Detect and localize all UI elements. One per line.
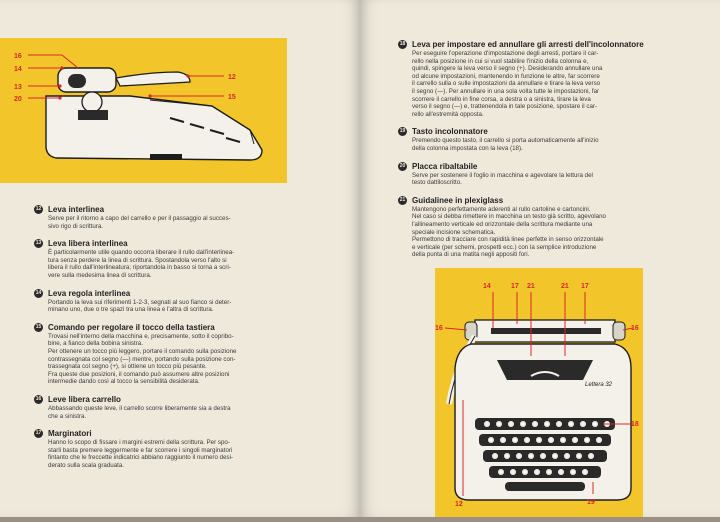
entry-15 bbox=[34, 323, 296, 386]
callout-14: 14 bbox=[483, 283, 491, 290]
entry-number: 20 bbox=[399, 162, 406, 169]
callout-18: 18 bbox=[631, 421, 639, 428]
side-view-panel bbox=[0, 38, 287, 183]
entry-body: Portando la leva sui riferimenti 1-2-3, segnati al suo fianco si deter- minano uno, due o tre spazi tra una linea e l'altra di scrittura. bbox=[48, 298, 232, 314]
callout-16-right: 16 bbox=[631, 325, 639, 332]
entry-number: 19 bbox=[399, 128, 406, 135]
right-entries bbox=[398, 40, 688, 268]
typewriter-front-view-diagram bbox=[435, 268, 643, 517]
entry-14 bbox=[34, 289, 296, 314]
right-page bbox=[360, 0, 720, 517]
entry-title: Leva regola interlinea bbox=[48, 288, 131, 298]
entry-number: 18 bbox=[399, 41, 406, 47]
callout-16: 16 bbox=[14, 53, 22, 60]
callout-12: 12 bbox=[228, 74, 236, 81]
entry-body: Mantengono perfettamente aderenti al rullo cartoline e cartoncini. Nel caso si debba rimettere in macchina un testo già scritto, agevolano l'allineamento verticale ed orizzontale della scrittura mediante una speciale incisione schematica. Permettono di tracciare con rapidità linee perfette in senso orizzontale e verticale (per schemi, prospetti ecc.) con la semplice introduzione della punta di una matita negli appositi fori. bbox=[412, 205, 606, 259]
left-entries bbox=[34, 205, 296, 478]
entry-number: 16 bbox=[35, 395, 42, 402]
entry-20 bbox=[398, 162, 688, 187]
front-view-panel bbox=[435, 268, 643, 517]
callout-13: 13 bbox=[14, 84, 22, 91]
entry-number: 13 bbox=[35, 240, 42, 247]
callout-21-left: 21 bbox=[527, 283, 535, 290]
entry-18 bbox=[398, 40, 688, 118]
entry-title: Leva libera interlinea bbox=[48, 239, 128, 249]
entry-19 bbox=[398, 127, 688, 152]
entry-21 bbox=[398, 196, 688, 259]
entry-title: Guidalinee in plexiglass bbox=[412, 195, 504, 205]
entry-title: Leve libera carrello bbox=[48, 394, 121, 404]
entry-body: Abbassando queste leve, il carrello scorre liberamente sia a destra che a sinistra. bbox=[48, 404, 231, 420]
entry-body: È particolarmente utile quando occorra liberare il rullo dall'interlinea- tura senza perdere la linea di scrittura. Spostandola verso l'alto si libera il rullo dall'interlineatura; riportandola in basso si torna a scri- vere sulla medesima linea di scrittura. bbox=[48, 249, 235, 279]
entry-16 bbox=[34, 395, 296, 420]
callout-19: 19 bbox=[587, 499, 595, 506]
entry-title: Leva per impostare ed annullare gli arresti dell'incolonnatore bbox=[412, 40, 644, 49]
callout-21-right: 21 bbox=[561, 283, 569, 290]
entry-title: Marginatori bbox=[48, 429, 92, 439]
entry-title: Leva interlinea bbox=[48, 205, 105, 214]
entry-body: Per eseguire l'operazione d'impostazione degli arresti, portare il car- rello nella posizione in cui si vuol stabilire l'inizio della colonna e, quindi, spingere la leva verso il segno (+). Desiderando annullare una od alcune impostazioni, mantenendo in funzione le altre, far scorrere il carrello sulla o sulle impostazioni da annullare e tirare la leva verso il segno (—). Per annullare in una sola volta tutte le impostazioni, far scorrere il carrello in fine corsa, a destra o a sinistra, tirare la leva verso il segno (—) e, trattenendola in tale posizione, spostare il car- rello all'estremità opposta. bbox=[412, 50, 603, 118]
callout-14: 14 bbox=[14, 66, 22, 73]
brand-logo: Lettera 32 bbox=[585, 382, 613, 388]
typewriter-side-view-diagram bbox=[0, 38, 287, 183]
entry-title: Comando per regolare il tocco della tastiera bbox=[48, 322, 215, 332]
left-page bbox=[0, 0, 360, 517]
entry-title: Tasto incolonnatore bbox=[412, 127, 488, 137]
entry-number: 15 bbox=[35, 323, 42, 330]
callout-20: 20 bbox=[14, 96, 22, 103]
entry-12 bbox=[34, 205, 296, 230]
entry-body: Serve per il ritorno a capo del carrello e per il passaggio al succes- sivo rigo di scrittura. bbox=[48, 215, 231, 230]
entry-title: Placca ribaltabile bbox=[412, 161, 478, 171]
entry-number: 14 bbox=[35, 289, 42, 296]
entry-number: 12 bbox=[35, 206, 42, 212]
entry-number: 17 bbox=[35, 430, 42, 437]
callout-15: 15 bbox=[228, 94, 236, 101]
entry-number: 21 bbox=[399, 196, 406, 203]
callout-16-left: 16 bbox=[435, 325, 443, 332]
entry-body: Premendo questo tasto, il carrello si porta automaticamente all'inizio della colonna impostata con la leva (18). bbox=[412, 137, 599, 152]
callout-12: 12 bbox=[455, 501, 463, 508]
entry-body: Hanno lo scopo di fissare i margini estremi della scrittura. Per spo- starli basta premere leggermente e far scorrere i singoli marginatori fintanto che le freccette indicatrici abbiano raggiunto il numero desi- derato sulla scala graduata. bbox=[48, 439, 234, 469]
entry-13 bbox=[34, 239, 296, 279]
entry-17 bbox=[34, 429, 296, 469]
callout-17-left: 17 bbox=[511, 283, 519, 290]
callout-17-right: 17 bbox=[581, 283, 589, 290]
entry-body: Trovasi nell'interno della macchina e, precisamente, sotto il copribo- bine, a fianco della bobina sinistra. Per ottenere un tocco più leggero, portare il comando sulla posizione contrassegnata col segno (—) mentre, portando sulla posizione con- trassegnata col segno (+), si ottiene un tocco più pesante. Fra queste due posizioni, il comando può assumere altre posizioni intermedie dando così al tocco la sensibilità desiderata. bbox=[48, 332, 237, 386]
entry-body: Serve per sostenere il foglio in macchina e agevolare la lettura del testo dattiloscritto. bbox=[412, 171, 593, 187]
